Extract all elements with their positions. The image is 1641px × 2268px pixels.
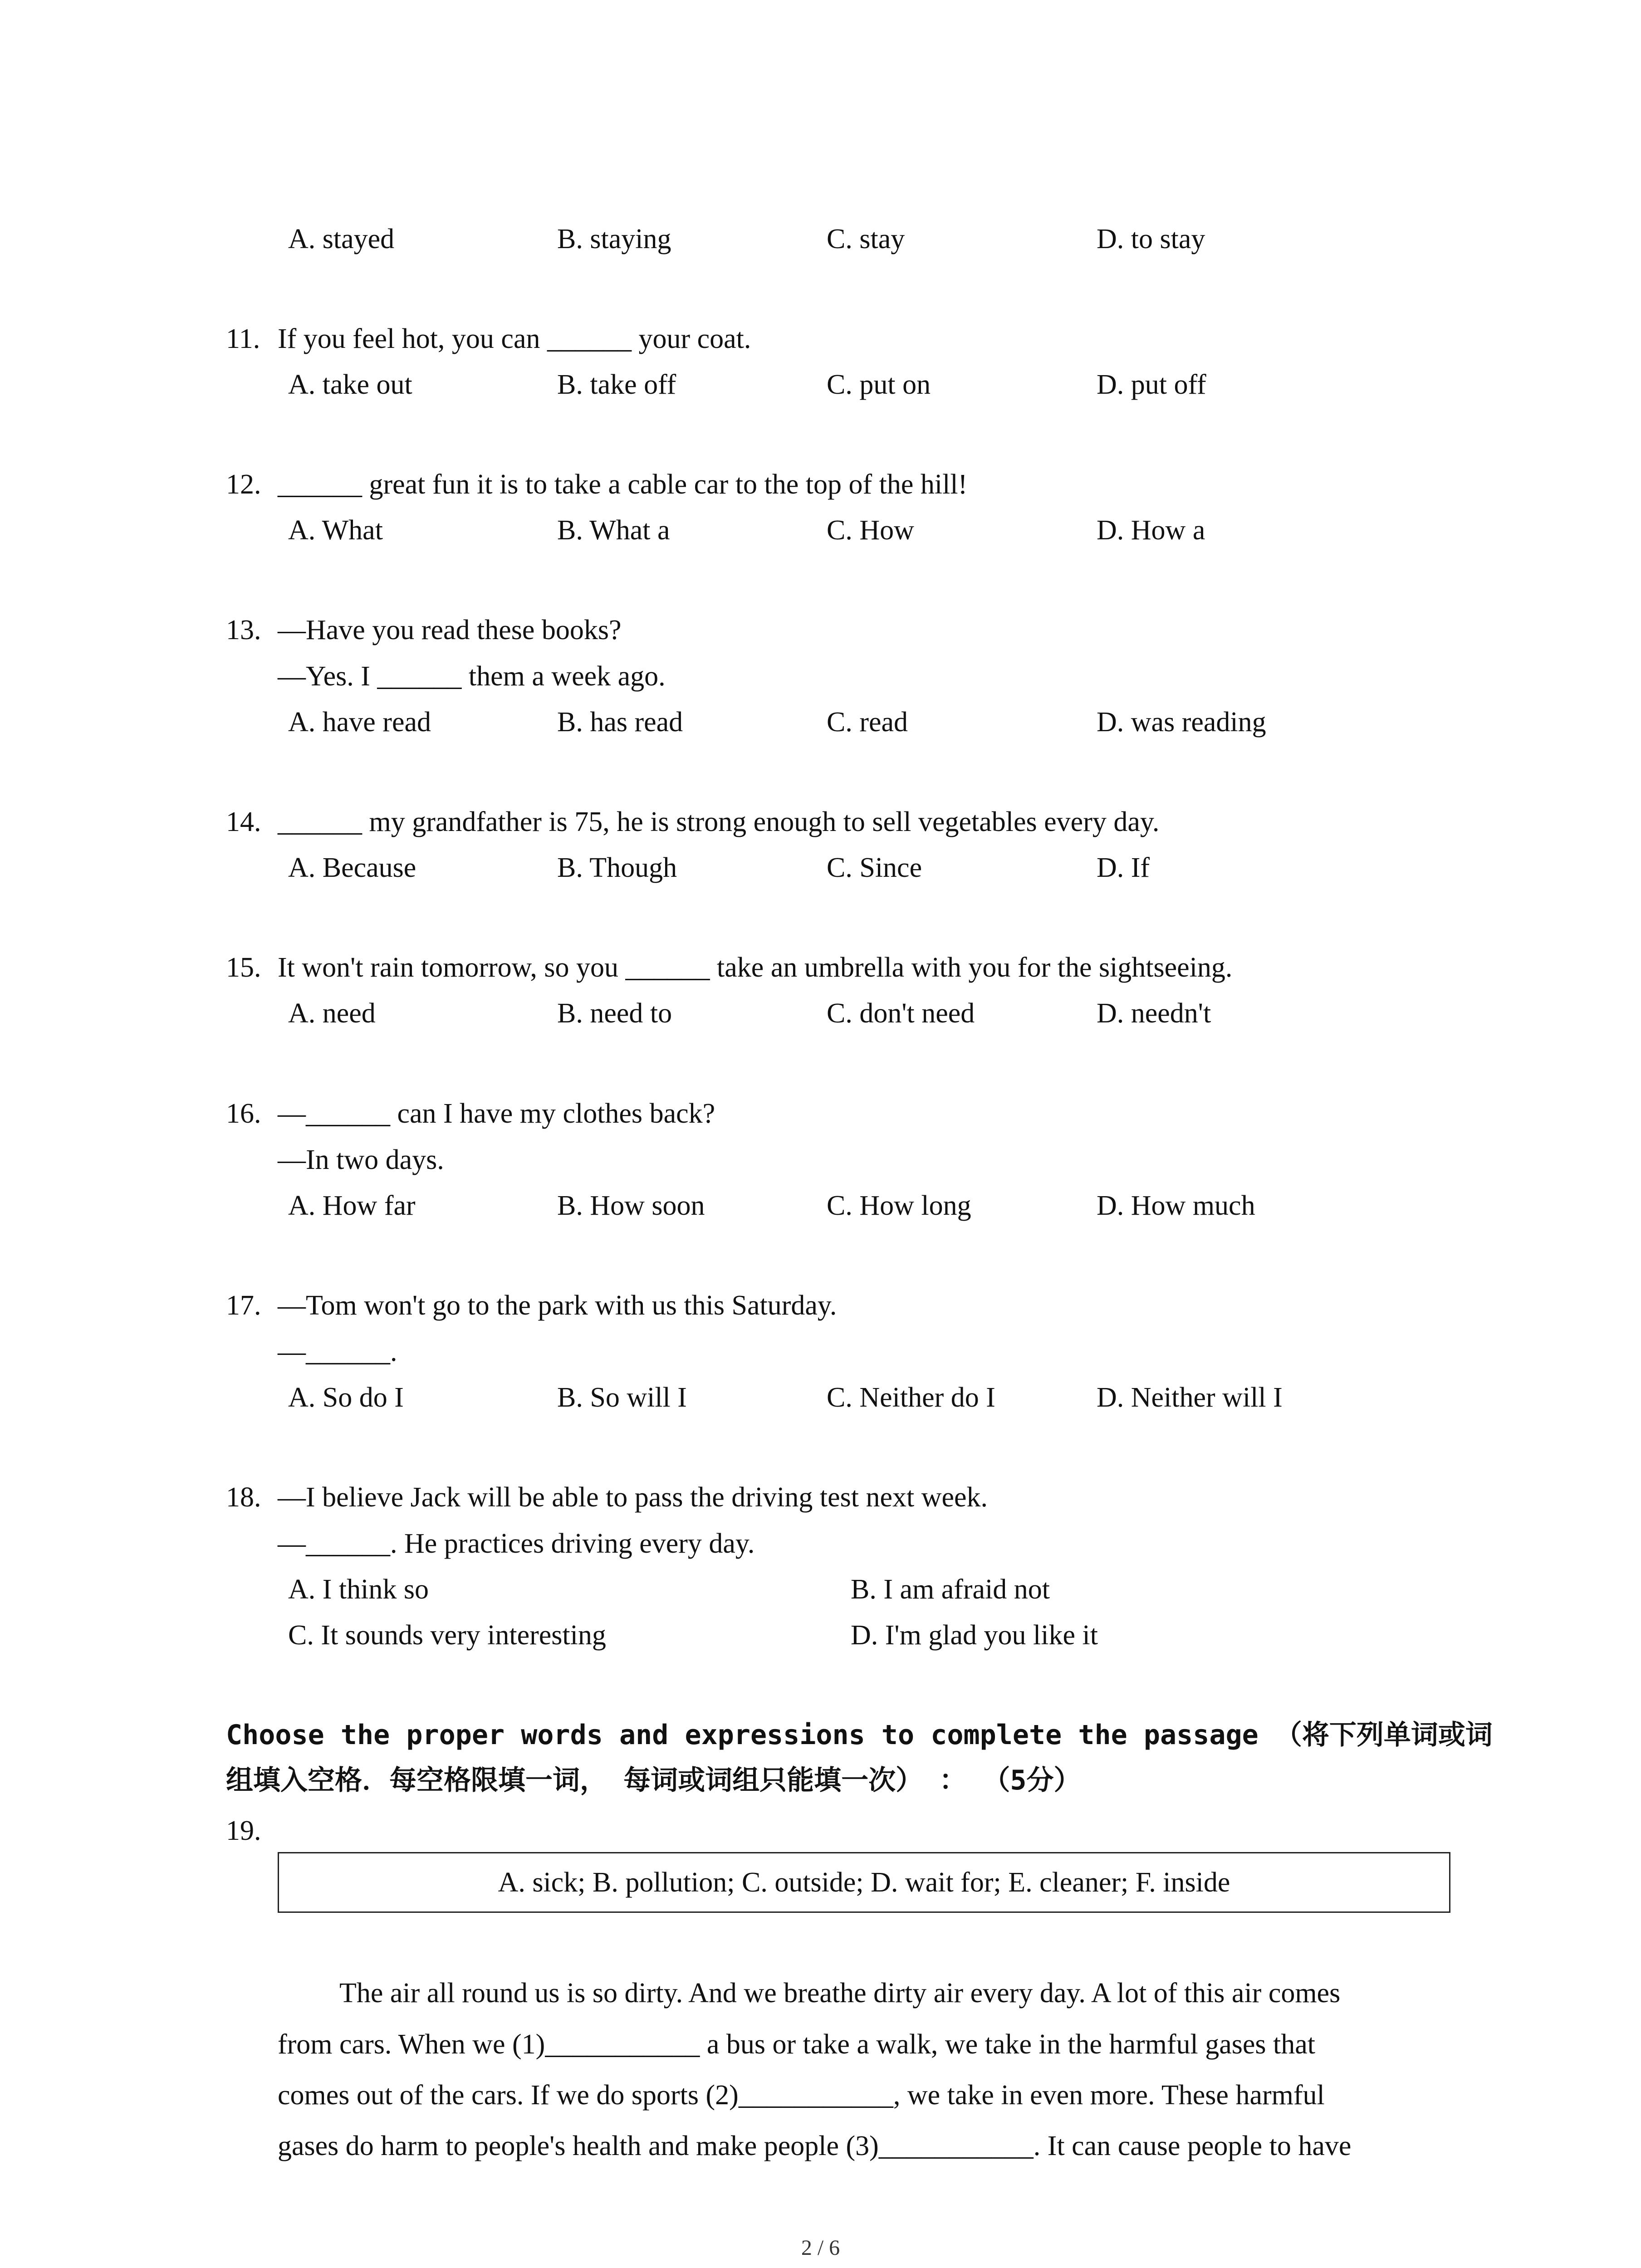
q18-number: 18. [226, 1482, 261, 1513]
q10-option-d: D. to stay [1097, 224, 1205, 254]
q16-stem-line2: —In two days. [278, 1144, 444, 1175]
q15-option-c: C. don't need [827, 998, 975, 1029]
q17-stem-line1: —Tom won't go to the park with us this Saturday. [278, 1290, 837, 1321]
q17-option-b: B. So will I [557, 1382, 687, 1413]
q18-option-d: D. I'm glad you like it [851, 1620, 1098, 1651]
q17-number: 17. [226, 1290, 261, 1321]
q16-number: 16. [226, 1098, 261, 1129]
q14-option-b: B. Though [557, 852, 677, 883]
word-bank: A. sick; B. pollution; C. outside; D. wait for; E. cleaner; F. inside [498, 1867, 1230, 1898]
q18-option-c: C. It sounds very interesting [288, 1620, 606, 1651]
q19-number: 19. [226, 1815, 261, 1846]
q14-number: 14. [226, 807, 261, 837]
q13-stem-line2: —Yes. I ______ them a week ago. [278, 661, 666, 692]
q15-option-b: B. need to [557, 998, 672, 1029]
q12-number: 12. [226, 469, 261, 500]
q11-stem: If you feel hot, you can ______ your coat. [278, 323, 751, 354]
q11-option-c: C. put on [827, 369, 931, 400]
q15-stem: It won't rain tomorrow, so you ______ take an umbrella with you for the sightseeing. [278, 952, 1233, 983]
page-number: 2 / 6 [801, 2236, 840, 2260]
q11-option-a: A. take out [288, 369, 412, 400]
q14-option-a: A. Because [288, 852, 416, 883]
q12-option-c: C. How [827, 515, 914, 546]
q16-option-d: D. How much [1097, 1190, 1255, 1221]
q13-option-d: D. was reading [1097, 707, 1266, 738]
q10-option-b: B. staying [557, 224, 671, 254]
q14-option-d: D. If [1097, 852, 1150, 883]
q12-option-b: B. What a [557, 515, 670, 546]
q15-option-d: D. needn't [1097, 998, 1211, 1029]
q10-option-a: A. stayed [288, 224, 395, 254]
q11-option-b: B. take off [557, 369, 676, 400]
section-heading-line1: Choose the proper words and expressions to complete the passage （将下列单词或词 [226, 1719, 1493, 1751]
q13-option-a: A. have read [288, 707, 431, 738]
q11-number: 11. [226, 323, 260, 354]
q18-option-a: A. I think so [288, 1574, 429, 1605]
q12-stem: ______ great fun it is to take a cable car to the top of the hill! [278, 469, 968, 500]
passage-line-1: The air all round us is so dirty. And we breathe dirty air every day. A lot of this air comes [339, 1978, 1341, 2009]
q13-number: 13. [226, 615, 261, 645]
q16-option-c: C. How long [827, 1190, 971, 1221]
passage-line-3: comes out of the cars. If we do sports (2)___________, we take in even more. These harmful [278, 2080, 1325, 2111]
q13-option-c: C. read [827, 707, 908, 738]
q17-stem-line2: —______. [278, 1336, 397, 1367]
q13-stem-line1: —Have you read these books? [278, 615, 622, 645]
passage-line-4: gases do harm to people's health and make people (3)___________. It can cause people to have [278, 2131, 1352, 2161]
passage-line-2: from cars. When we (1)___________ a bus or take a walk, we take in the harmful gases that [278, 2029, 1315, 2060]
q17-option-c: C. Neither do I [827, 1382, 995, 1413]
q16-option-a: A. How far [288, 1190, 416, 1221]
q16-option-b: B. How soon [557, 1190, 705, 1221]
q16-stem-line1: —______ can I have my clothes back? [278, 1098, 715, 1129]
q18-stem-line1: —I believe Jack will be able to pass the driving test next week. [278, 1482, 988, 1513]
q17-option-a: A. So do I [288, 1382, 404, 1413]
q14-stem: ______ my grandfather is 75, he is strong enough to sell vegetables every day. [278, 807, 1160, 837]
q15-option-a: A. need [288, 998, 376, 1029]
q18-stem-line2: —______. He practices driving every day. [278, 1528, 755, 1559]
section-heading-line2: 组填入空格．每空格限填一词， 每词或词组只能填一次） ： （5分） [226, 1765, 1081, 1796]
q18-option-b: B. I am afraid not [851, 1574, 1050, 1605]
q10-option-c: C. stay [827, 224, 905, 254]
q14-option-c: C. Since [827, 852, 922, 883]
q11-option-d: D. put off [1097, 369, 1206, 400]
q15-number: 15. [226, 952, 261, 983]
q17-option-d: D. Neither will I [1097, 1382, 1283, 1413]
q13-option-b: B. has read [557, 707, 683, 738]
word-bank-box [278, 1852, 1450, 1913]
q12-option-a: A. What [288, 515, 383, 546]
q12-option-d: D. How a [1097, 515, 1205, 546]
